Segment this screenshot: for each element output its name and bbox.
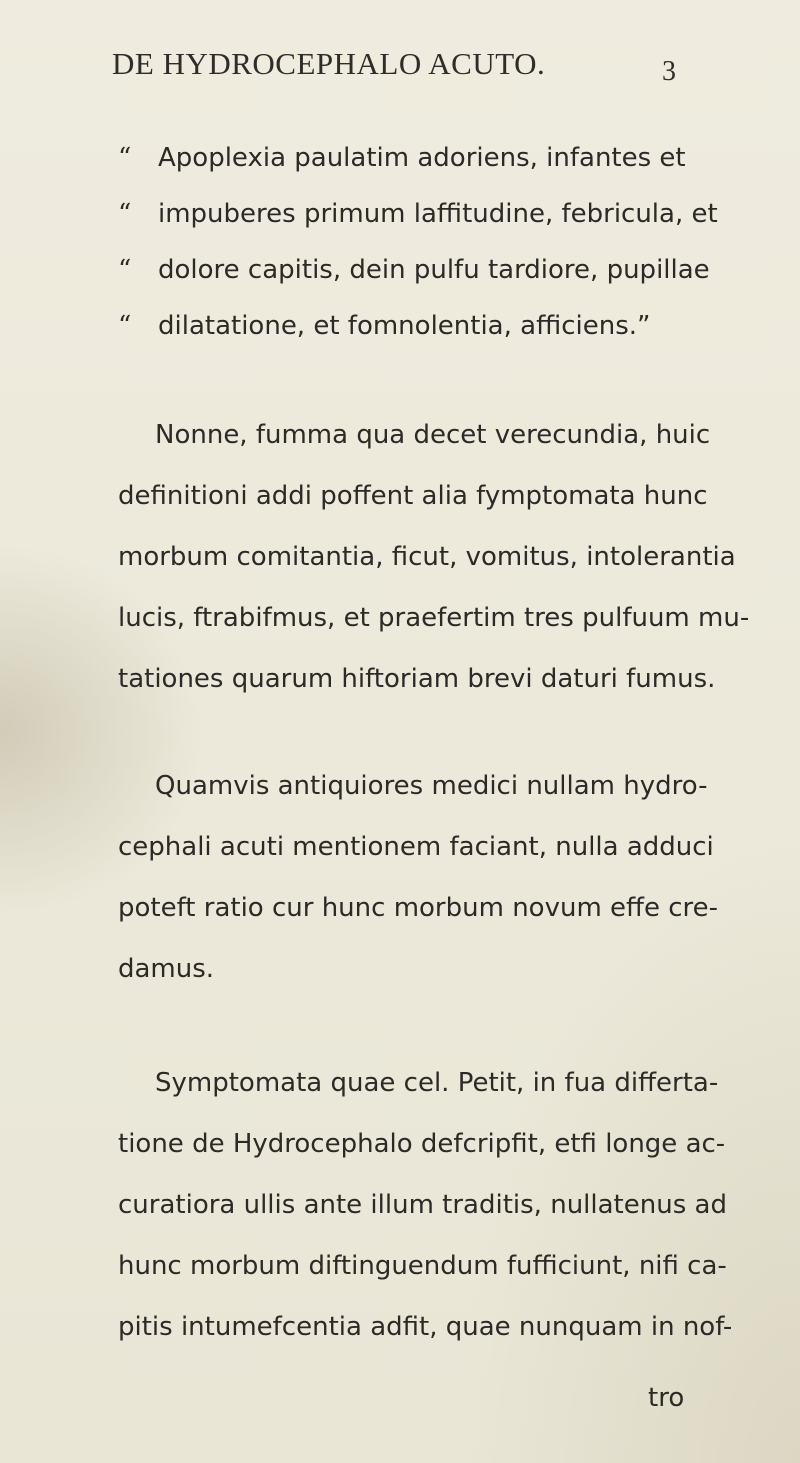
opening-quote-mark: “ bbox=[118, 143, 132, 173]
text-line: Symptomata quae cel. Petit, in fua differta- bbox=[155, 1068, 719, 1098]
text-line: poteft ratio cur hunc morbum novum effe cre- bbox=[118, 893, 718, 923]
text-line: pitis intumefcentia adfit, quae nunquam in nof- bbox=[118, 1312, 733, 1342]
text-line: Nonne, fumma qua decet verecundia, huic bbox=[155, 420, 711, 450]
quote-line-1 bbox=[118, 145, 686, 171]
text-line: tione de Hydrocephalo defcripfit, etfi longe ac- bbox=[118, 1129, 726, 1159]
running-head: DE HYDROCEPHALO ACUTO. bbox=[112, 46, 546, 81]
text-line: impuberes primum laffitudine, febricula, et bbox=[158, 199, 718, 229]
text-line: lucis, ftrabifmus, et praefertim tres pulfuum mu- bbox=[118, 603, 750, 633]
text-line: Apoplexia paulatim adoriens, infantes et bbox=[158, 143, 686, 173]
quote-line-3 bbox=[118, 257, 710, 283]
text-line: damus. bbox=[118, 954, 215, 984]
text-line: dilatatione, et fomnolentia, afficiens.” bbox=[158, 311, 651, 341]
text-line: Quamvis antiquiores medici nullam hydro- bbox=[155, 771, 708, 801]
page-number: 3 bbox=[662, 56, 676, 87]
opening-quote-mark: “ bbox=[118, 255, 132, 285]
text-line: tationes quarum hiftoriam brevi daturi fumus. bbox=[118, 664, 716, 694]
opening-quote-mark: “ bbox=[118, 199, 132, 229]
quote-line-2 bbox=[118, 201, 718, 227]
text-line: definitioni addi poffent alia fymptomata hunc bbox=[118, 481, 708, 511]
opening-quote-mark: “ bbox=[118, 311, 132, 341]
text-line: dolore capitis, dein pulfu tardiore, pupillae bbox=[158, 255, 710, 285]
quote-line-4 bbox=[118, 313, 651, 339]
text-line: curatiora ullis ante illum traditis, nullatenus ad bbox=[118, 1190, 727, 1220]
text-line: morbum comitantia, ficut, vomitus, intolerantia bbox=[118, 542, 736, 572]
catchword: tro bbox=[648, 1383, 685, 1413]
text-line: cephali acuti mentionem faciant, nulla adduci bbox=[118, 832, 714, 862]
text-line: hunc morbum diftinguendum fufficiunt, nifi ca- bbox=[118, 1251, 727, 1281]
